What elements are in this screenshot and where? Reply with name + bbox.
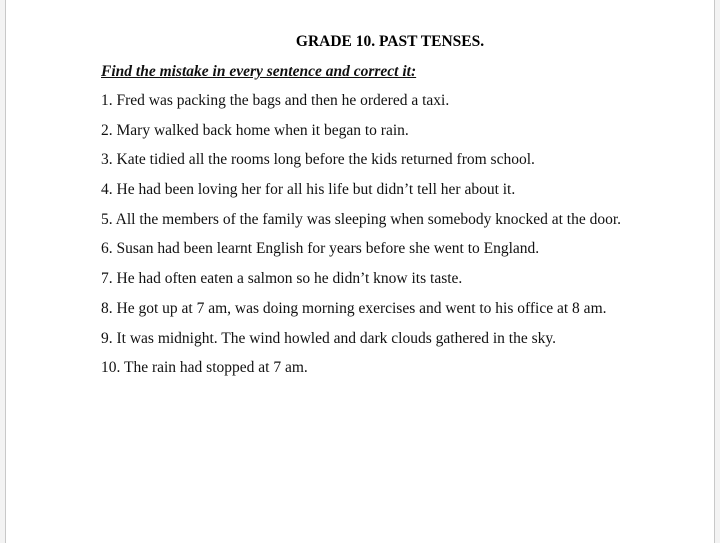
- sentence-item: 10. The rain had stopped at 7 am.: [101, 359, 308, 377]
- sentence-item: 5. All the members of the family was sleeping when somebody knocked at the door.: [101, 210, 621, 228]
- sentence-item: 2. Mary walked back home when it began to rain.: [101, 121, 409, 139]
- sentence-item: 7. He had often eaten a salmon so he didn’t know its taste.: [101, 270, 463, 288]
- sentence-item: 1. Fred was packing the bags and then he ordered a taxi.: [101, 92, 450, 109]
- sentence-list: [101, 91, 661, 378]
- exercise-instruction: Find the mistake in every sentence and correct it:: [101, 63, 417, 80]
- sentence-item: 3. Kate tidied all the rooms long before the kids returned from school.: [101, 151, 535, 169]
- exercise-content: [101, 62, 661, 378]
- page-title: GRADE 10. PAST TENSES.: [295, 33, 485, 50]
- sentence-item: 6. Susan had been learnt English for years before she went to England.: [101, 240, 540, 258]
- sentence-item: 4. He had been loving her for all his life but didn’t tell her about it.: [101, 181, 516, 199]
- sentence-item: 9. It was midnight. The wind howled and dark clouds gathered in the sky.: [101, 329, 557, 347]
- sentence-item: 8. He got up at 7 am, was doing morning exercises and went to his office at 8 am.: [101, 299, 607, 317]
